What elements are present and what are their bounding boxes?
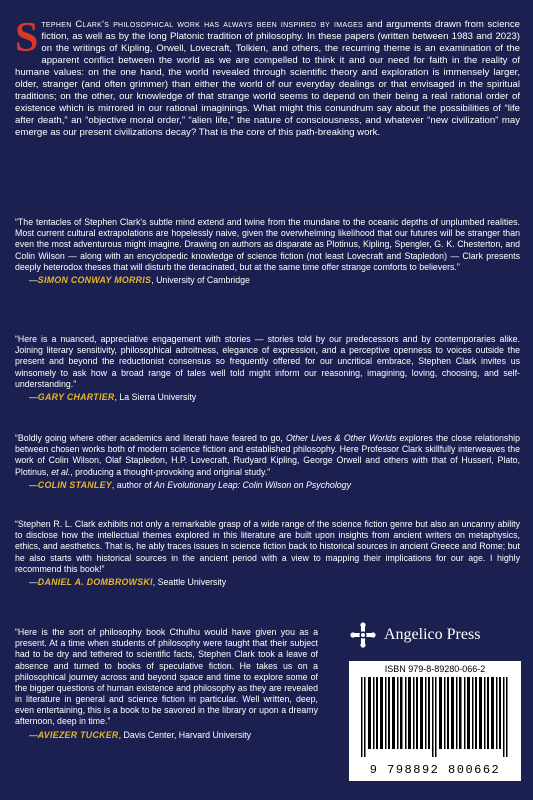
author-affiliation: , author of xyxy=(111,479,154,490)
publisher-logo xyxy=(350,620,520,650)
attribution-dash: — xyxy=(29,729,38,740)
blurb-text-part: “Boldly going where other academics and literati have feared to go, xyxy=(15,433,286,443)
author-affiliation: , Seattle University xyxy=(152,576,227,587)
blurb-text-part: , producing a thought-provoking and original study.” xyxy=(70,466,271,477)
intro-lead: tephen Clark's philosophical work has always been inspired by images xyxy=(41,19,364,30)
attribution-dash: — xyxy=(29,274,38,285)
blurb-text: “Stephen R. L. Clark exhibits not only a remarkable grasp of a wide range of the science fiction genre but also an uncanny ability to disclose how the intellectual themes explored in this literature are built upon insights from ancient writers on metaphysics, ethics, and aesthetics. That is, he ably traces issues in science fiction back to historical sources in ancient Greece and Rome; but he also starts with historical sources in the ancient period with a view to mapping their implications for our age. I highly recommend this book!” xyxy=(15,519,520,574)
author-affiliation: , University of Cambridge xyxy=(151,274,250,285)
isbn-text: ISBN 979-8-89280-066-2 xyxy=(384,664,486,674)
blurb-attribution xyxy=(15,392,520,403)
blurb-chartier xyxy=(15,334,520,403)
blurb-stanley xyxy=(15,433,520,491)
blurb-attribution xyxy=(15,275,520,286)
author-name: GARY CHARTIER xyxy=(37,391,115,402)
blurb-text: “Here is a nuanced, appreciative engagement with stories — stories told by our predecessors and by contemporaries alike. Joining literary sensitivity, philosophical adroitness, elegance of expression, and a perceptive openness to voices outside the present and beyond the reductionist consensus so frequently offered for our uncritical embrace, Stephen Clark invites us winsomely to ask how a broad range of tales well told might inform our reasoning, imagining, loving, choosing, and self-understanding.” xyxy=(15,334,520,389)
blurb-morris xyxy=(15,217,520,286)
isbn-barcode xyxy=(349,661,521,781)
author-name: COLIN STANLEY xyxy=(37,479,112,490)
author-name: DANIEL A. DOMBROWSKI xyxy=(37,576,153,587)
blurb-dombrowski xyxy=(15,519,520,588)
attribution-dash: — xyxy=(29,391,38,402)
blurb-text: “Here is the sort of philosophy book Cthulhu would have given you as a present. At a time when students of philosophy were taught that their subject had to be dry and tethered to scientific facts, Stephen Clark took a leave of absence and turned to books of speculative fiction. He takes us on a philosophical journey across and beyond space and time to explore some of the bigger questions of human existence and philosophy as they are revealed in literature in general and science fiction in particular. Well written, deep, even entertaining, this is a book to be savored in the library or upon a dreamy afternoon, deep in time.” xyxy=(15,627,318,727)
blurb-text xyxy=(15,433,520,478)
blurb-attribution xyxy=(15,730,318,741)
attribution-dash: — xyxy=(29,576,38,587)
author-book-title: An Evolutionary Leap: Colin Wilson on Psychology xyxy=(153,479,351,490)
intro-paragraph xyxy=(15,15,520,139)
author-affiliation: , Davis Center, Harvard University xyxy=(118,729,252,740)
publisher-name: Angelico Press xyxy=(384,626,481,643)
cross-emblem-icon xyxy=(350,622,376,648)
blurb-text: “The tentacles of Stephen Clark's subtle mind extend and twine from the mundane to the oceanic depths of unplumbed realities. Most current cultural extrapolations are hopelessly naive, given the overwhelming likelihood that our futures will be stranger than even the most adventurous might imagine. Drawing on authors as disparate as Plotinus, Kipling, Spengler, G. K. Chesterton, and Colin Wilson — along with an encyclopedic knowledge of science fiction (not least Lovecraft and Stapledon) — Clark presents deeply heterodox theses that will disturb the deracinated, but at the same time offer strange comforts to believers.” xyxy=(15,217,520,272)
blurb-text-part: explores the close relationship between chosen works both of modern science fiction and established philosophy. Here Professor Clark skillfully interweaves the work of Colin Wilson, Olaf Stapledon, H.P. Lovecraft, Rudyard Kipling, George Orwell and others with that of Husserl, Plato, Plotinus, xyxy=(15,433,520,477)
barcode-digits: 9 798892 800662 xyxy=(369,763,501,777)
attribution-dash: — xyxy=(29,479,38,490)
book-title: Other Lives & Other Worlds xyxy=(285,433,397,443)
author-name: SIMON CONWAY MORRIS xyxy=(37,274,152,285)
drop-cap: S xyxy=(15,15,39,61)
blurb-text-italic: et al. xyxy=(51,466,71,477)
barcode-bars xyxy=(361,677,509,757)
author-name: AVIEZER TUCKER xyxy=(37,729,119,740)
blurb-attribution xyxy=(15,480,520,491)
intro-body: and arguments drawn from science fiction, as well as by the long Platonic tradition of philosophy. In these papers (written between 1983 and 2023) on the writings of Kipling, Orwell, Lovecraft, Tolkien, and others, the recurring theme is an examination of the apparent conflict between the world as we are compelled to think it and our need for faith in the reality of humane values: on the one hand, the world revealed through scientific theory and exploration is immensely larger, older, stranger (and often grimmer) than either the world of our everyday dealings or that envisaged in the spiritual traditions; on the other, our knowledge of that strange world seems to depend on their being a real rational order of existence which is mirrored in our rational imaginings. What might this conundrum say about the possibilities of “life after death,” an “objective moral order,” “alien life,” the nature of consciousness, and whatever “new civilization” may emerge as our present civilizations decay? That is the core of this path-breaking work. xyxy=(15,19,520,138)
blurb-tucker xyxy=(15,627,318,741)
author-affiliation: , La Sierra University xyxy=(114,391,197,402)
blurb-attribution xyxy=(15,577,520,588)
